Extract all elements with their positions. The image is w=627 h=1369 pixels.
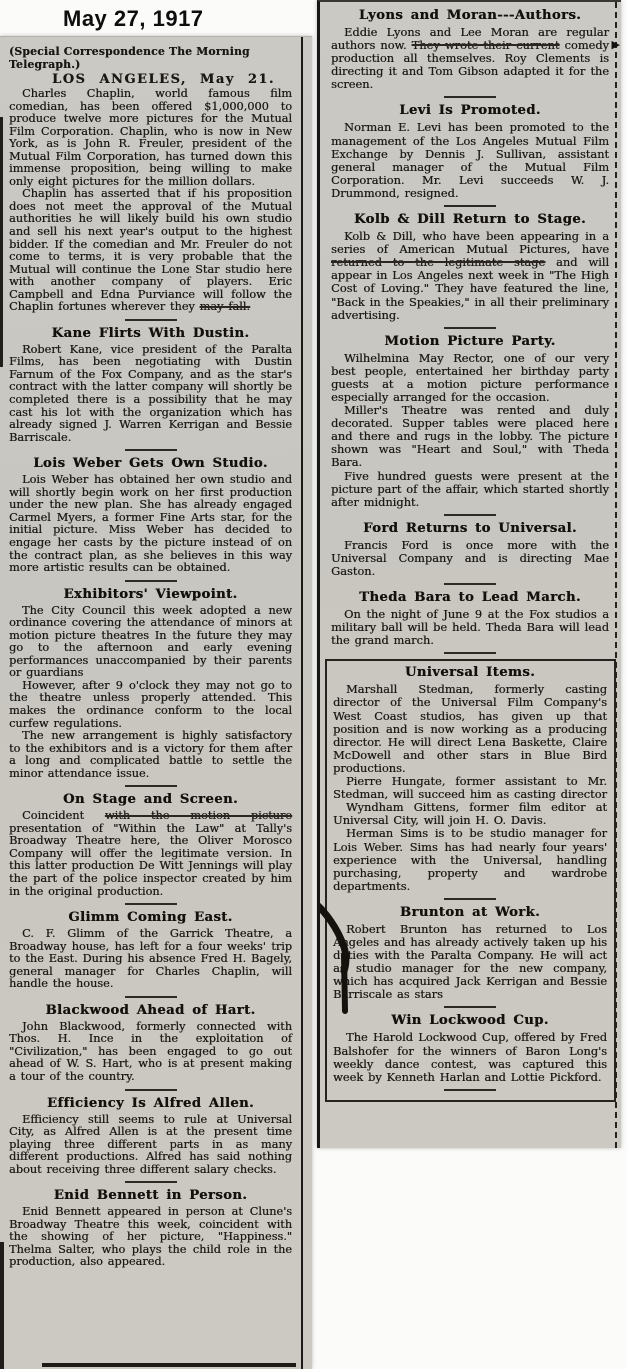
article-section	[333, 665, 607, 893]
article-paragraph: C. F. Glimm of the Garrick Theatre, a Broadway house, has left for a four weeks' trip to the East. During his absence Fred H. Bagely, general manager for Charles Chaplin, will handle the house.	[9, 927, 292, 991]
article-paragraph: Herman Sims is to be studio manager for Lois Weber. Sims has had nearly four years' experience with the Universal, handling purchasing, property and wardrobe departments.	[333, 826, 607, 893]
article-section	[331, 8, 609, 91]
article-paragraph: Enid Bennett appeared in person at Clune's Broadway Theatre this week, coincident with the showing of her picture, "Happiness." Thelma Salter, who plays the child role in the production, also appeared.	[9, 1205, 292, 1269]
article-paragraph: Wyndham Gittens, former film editor at Universal City, will join H. O. Davis.	[333, 800, 607, 828]
article-section	[9, 88, 292, 314]
article-headline: Kane Flirts With Dustin.	[51, 325, 250, 341]
column-rule	[301, 37, 303, 1369]
article-paragraph: Wilhelmina May Rector, one of our very best people, entertained her birthday party guests at a motion picture performance especially arranged for the occasion.	[331, 350, 609, 404]
pen-strike-mark: with the motion picture	[104, 809, 292, 823]
section-divider	[444, 583, 496, 585]
article-headline: Levi Is Promoted.	[399, 103, 541, 119]
article-headline: Glimm Coming East.	[68, 910, 233, 926]
article-paragraph: Francis Ford is once more with the Universal Company and is directing Mae Gaston.	[331, 537, 609, 578]
article-headline: Win Lockwood Cup.	[391, 1013, 549, 1029]
section-divider	[444, 898, 496, 900]
article-headline: Lois Weber Gets Own Studio.	[33, 456, 268, 472]
article-section	[9, 910, 292, 991]
article-section	[333, 905, 607, 1002]
article-section	[331, 103, 609, 200]
date-annotation: May 27, 1917	[63, 6, 204, 31]
pen-arrow-mark: ▶	[611, 38, 620, 51]
newspaper-clipping-left	[0, 36, 312, 1369]
section-divider	[125, 996, 177, 998]
section-divider	[444, 96, 496, 98]
section-divider	[444, 514, 496, 516]
article-paragraph: Five hundred guests were present at the picture part of the affair, which started shortly after midnight.	[331, 468, 609, 509]
section-divider	[125, 1089, 177, 1091]
article-headline: Universal Items.	[404, 665, 536, 681]
article-headline: Exhibitors' Viewpoint.	[63, 586, 238, 602]
article-paragraph: However, after 9 o'clock they may not go to the theatre unless properly attended. This makes the ordinance conform to the local curfew regulations.	[9, 678, 292, 730]
article-paragraph: Lois Weber has obtained her own studio and will shortly begin work on her first production under the new plan. She has already engaged Carmel Myers, a former Fine Arts star, for the initial picture. Miss Weber has decided to engage her casts by the picture instead of on the contract plan, as she believes in this way more artistic results can be obtained.	[9, 473, 292, 575]
article-section	[331, 212, 609, 322]
section-divider	[125, 319, 177, 321]
article-headline: Enid Bennett in Person.	[53, 1188, 248, 1204]
article-section	[331, 590, 609, 647]
article-headline: Theda Bara to Lead March.	[359, 590, 581, 606]
article-headline: Kolb & Dill Return to Stage.	[353, 212, 587, 228]
article-headline: Blackwood Ahead of Hart.	[45, 1002, 256, 1018]
article-section	[333, 1013, 607, 1083]
article-section	[9, 456, 292, 574]
boxed-universal-items	[325, 659, 616, 1101]
article-section	[331, 334, 609, 509]
section-divider	[125, 903, 177, 905]
article-paragraph: Robert Brunton has returned to Los Angeles and has already actively taken up his duties with the Paralta Company. He will act as studio manager for the new company, which has acquired Jack Kerrigan and Bessie Barriscale as stars	[333, 921, 607, 1002]
section-divider	[444, 327, 496, 329]
section-divider	[125, 785, 177, 787]
article-section	[9, 792, 292, 898]
article-section	[9, 1003, 292, 1084]
clipping-bottom-rule	[42, 1363, 296, 1367]
dateline: LOS ANGELES, May 21.	[52, 72, 275, 87]
article-section	[331, 521, 609, 578]
pen-strike-mark: may fall.	[199, 300, 250, 314]
section-divider	[125, 580, 177, 582]
article-section	[9, 1188, 292, 1269]
newspaper-clipping-right	[317, 0, 621, 1148]
article-paragraph: The new arrangement is highly satisfactory to the exhibitors and is a victory for them after a long and complicated battle to settle the minor attendance issue.	[9, 729, 292, 780]
section-divider	[444, 652, 496, 654]
article-paragraph: Pierre Hungate, former assistant to Mr. Stedman, will succeed him as casting director	[333, 774, 607, 802]
article-section	[9, 1096, 292, 1177]
article-headline: Lyons and Moran---Authors.	[358, 8, 582, 23]
article-headline: Motion Picture Party.	[384, 333, 556, 349]
article-paragraph: Norman E. Levi has been promoted to the management of the Los Angeles Mutual Film Exchange by Dennis J. Sullivan, assistant general manager of the Mutual Film Corporation. Mr. Levi succeeds W. J. Drummond, resigned.	[331, 120, 609, 200]
article-paragraph: Coincident with the motion picture presentation of "Within the Law" at Tally's Broadway Theatre here, the Oliver Morosco Company will offer the legitimate version. In this latter production De Witt Jennings will play the part of the police inspector created by him in the original production.	[9, 809, 292, 898]
left-column-sections	[9, 88, 292, 1269]
right-column-sections	[331, 8, 609, 654]
section-divider	[125, 1181, 177, 1183]
byline: (Special Correspondence The Morning Telegraph.)	[9, 45, 250, 71]
clipping-edge-mark	[0, 1242, 4, 1369]
article-headline: Ford Returns to Universal.	[363, 520, 577, 536]
section-divider	[444, 205, 496, 207]
article-paragraph: Miller's Theatre was rented and duly decorated. Supper tables were placed here and there and rugs in the lobby. The picture shown was "Heart and Soul," with Theda Bara.	[331, 403, 609, 470]
pen-strike-mark: They wrote their current	[411, 38, 560, 53]
article-paragraph: Robert Kane, vice president of the Paralta Films, has been negotiating with Dustin Farnum of the Fox Company, and as the star's contract with the latter company will shortly be completed there is a possibility that he may cast his lot with the organization which has already signed J. Warren Kerrigan and Bessie Barriscale.	[9, 342, 292, 444]
article-paragraph: John Blackwood, formerly connected with Thos. H. Ince in the exploitation of "Civilization," has been engaged to go out ahead of W. S. Hart, who is at present making a tour of the country.	[9, 1019, 292, 1083]
article-paragraph: Chaplin has asserted that if his proposition does not meet the approval of the Mutual authorities he will likely build his own studio and sell his next year's output to the highest bidder. If the comedian and Mr. Freuler do not come to terms, it is very probable that the Mutual will continue the Lone Star studio here with another company of players. Eric Campbell and Edna Purviance will follow the Chaplin fortunes wherever they may fall.	[9, 187, 292, 314]
pen-strike-mark: returned to the legitimate stage	[331, 255, 546, 270]
article-paragraph: On the night of June 9 at the Fox studios a military ball will be held. Theda Bara will lead the grand march.	[331, 607, 609, 648]
section-divider	[125, 449, 177, 451]
article-headline: Efficiency Is Alfred Allen.	[46, 1095, 255, 1111]
article-paragraph: The City Council this week adopted a new ordinance covering the attendance of minors at motion picture theatres In the future they may go to the afternoon and early evening performances unaccompanied by their parents or guardians	[9, 603, 292, 680]
article-paragraph: The Harold Lockwood Cup, offered by Fred Balshofer for the winners of Baron Long's weekly dance contest, was captured this week by Kenneth Harlan and Lottie Pickford.	[333, 1030, 607, 1084]
article-paragraph: Efficiency still seems to rule at Universal City, as Alfred Allen is at the present time playing three different parts in as many different productions. Alfred has said nothing about receiving three different salary checks.	[9, 1112, 292, 1176]
article-paragraph: Kolb & Dill, who have been appearing in a series of American Mutual Pictures, have returned to the legitimate stage and will appear in Los Angeles next week in "The High Cost of Loving." They have featured the line, "Back in the Speakies," in all their preliminary advertising.	[331, 229, 609, 322]
section-divider	[444, 1006, 496, 1008]
article-paragraph: Marshall Stedman, formerly casting director of the Universal Film Company's West Coast studios, has given up that position and is now working as a producing director. He will direct Lena Baskette, Claire McDowell and other stars in Blue Bird productions.	[333, 682, 607, 775]
clipping-edge-mark	[0, 117, 3, 367]
article-paragraph: Charles Chaplin, world famous film comedian, has been offered $1,000,000 to produce twelve more pictures for the Mutual Film Corporation. Chaplin, who is now in New York, as is John R. Freuler, president of the Mutual Film Corporation, has turned down this immense proposition, being willing to make only eight pictures for the million dollars.	[9, 87, 292, 188]
article-headline: Brunton at Work.	[399, 904, 541, 920]
section-divider	[444, 1089, 496, 1091]
article-section	[9, 326, 292, 444]
article-paragraph: Eddie Lyons and Lee Moran are regular authors now. They wrote their current comedy production all themselves. Roy Clements is directing it and Tom Gibson adapted it for the screen.	[331, 25, 609, 92]
article-headline: On Stage and Screen.	[63, 792, 238, 808]
article-section	[9, 587, 292, 781]
column-rule	[615, 2, 617, 1148]
